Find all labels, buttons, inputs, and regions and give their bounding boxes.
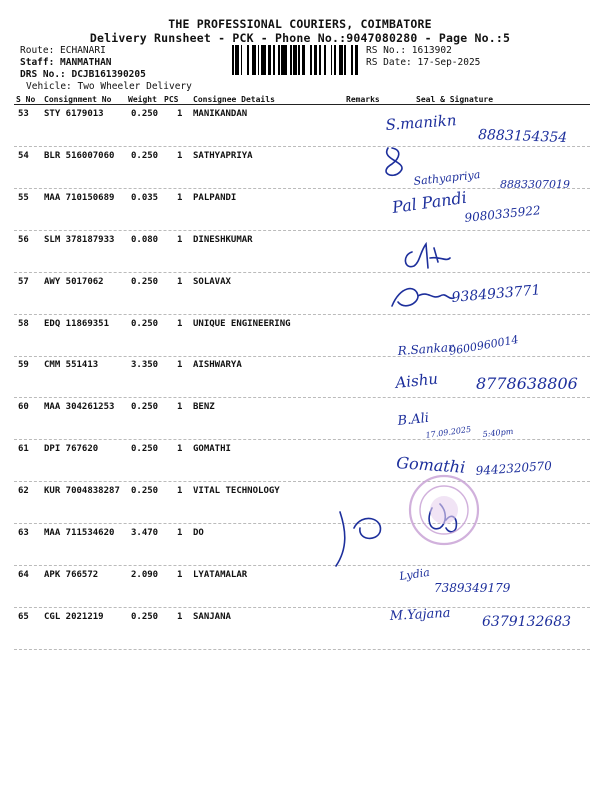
cell-weight: 0.250 xyxy=(131,109,159,119)
table-row xyxy=(14,566,590,608)
phone-54: 8883307019 xyxy=(500,178,570,191)
signature-65: M.Yajana xyxy=(389,605,451,624)
cell-weight: 0.250 xyxy=(131,150,159,161)
cell-consignment: MAA 711534620 xyxy=(44,528,115,538)
rs-number: RS No.: 1613902 xyxy=(366,45,452,56)
signature-53: S.manikn xyxy=(385,111,457,134)
table-row xyxy=(14,147,590,189)
cell-sno: 56 xyxy=(18,234,29,245)
phone-53: 8883154354 xyxy=(477,127,568,147)
cell-pcs: 1 xyxy=(177,486,183,497)
cell-weight: 0.250 xyxy=(131,276,159,287)
cell-consignee: GOMATHI xyxy=(193,444,231,455)
cell-weight: 0.250 xyxy=(131,611,159,622)
time-60: 5:40pm xyxy=(482,426,514,439)
cell-consignment: STY 6179013 xyxy=(44,109,104,119)
cell-pcs: 1 xyxy=(177,402,183,413)
signature-54: Sathyapriya xyxy=(412,168,481,188)
table-row xyxy=(14,231,590,273)
cell-consignment: BLR 516007060 xyxy=(44,150,115,161)
cell-sno: 57 xyxy=(18,276,29,287)
rs-date: RS Date: 17-Sep-2025 xyxy=(366,57,481,68)
cell-sno: 64 xyxy=(18,569,29,580)
cell-pcs: 1 xyxy=(177,528,183,538)
cell-weight: 0.035 xyxy=(131,192,159,203)
cell-weight: 0.250 xyxy=(131,444,159,455)
runsheet-subtitle: Delivery Runsheet - PCK - Phone No.:9047080280 - Page No.:5 xyxy=(89,31,511,45)
col-header-consignee: Consignee Details xyxy=(193,95,275,104)
cell-pcs: 1 xyxy=(177,569,183,580)
cell-consignment: CMM 551413 xyxy=(44,360,99,371)
drs-value: DCJB161390205 xyxy=(71,69,146,80)
cell-consignee: SANJANA xyxy=(193,611,231,622)
cell-pcs: 1 xyxy=(177,318,183,329)
col-header-consignment: Consignment No xyxy=(44,95,112,104)
cell-consignee: SOLAVAX xyxy=(193,276,231,287)
cell-weight: 2.090 xyxy=(131,569,159,580)
signature-64: Lydia xyxy=(398,565,431,583)
col-header-pcs: PCS xyxy=(164,95,179,104)
cell-sno: 63 xyxy=(18,528,29,538)
col-header-remarks: Remarks xyxy=(346,95,380,104)
cell-consignee: DO xyxy=(193,528,204,538)
table-row xyxy=(14,273,590,315)
cell-pcs: 1 xyxy=(177,360,183,371)
signature-60: B.Ali xyxy=(396,410,430,429)
drs-label xyxy=(20,69,146,81)
cell-sno: 60 xyxy=(18,402,29,413)
cell-weight: 3.350 xyxy=(131,360,159,371)
cell-weight: 3.470 xyxy=(131,528,159,538)
table-row xyxy=(14,105,590,147)
cell-sno: 61 xyxy=(18,444,29,455)
signature-58: R.Sankar xyxy=(397,340,455,358)
cell-consignment: DPI 767620 xyxy=(44,444,99,455)
signature-59: Aishu xyxy=(394,369,439,392)
cell-consignee: AISHWARYA xyxy=(193,360,242,371)
vehicle-label: Vehicle: Two Wheeler Delivery xyxy=(26,81,192,92)
cell-pcs: 1 xyxy=(177,150,183,161)
signature-55: Pal Pandi xyxy=(390,187,468,217)
cell-consignment: AWY 5017062 xyxy=(44,276,104,287)
cell-sno: 58 xyxy=(18,318,29,329)
cell-sno: 53 xyxy=(18,109,29,119)
col-header-sno: S No xyxy=(16,95,36,104)
staff-value: MANMATHAN xyxy=(60,57,112,68)
cell-sno: 65 xyxy=(18,611,29,622)
cell-pcs: 1 xyxy=(177,444,183,455)
cell-weight: 0.250 xyxy=(131,402,159,413)
table-row xyxy=(14,315,590,357)
cell-consignment: MAA 710150689 xyxy=(44,192,115,203)
table-row xyxy=(14,440,590,482)
table-row xyxy=(14,356,590,398)
cell-sno: 55 xyxy=(18,192,29,203)
phone-58: 9600960014 xyxy=(448,332,520,358)
phone-65: 6379132683 xyxy=(482,614,572,630)
phone-64: 7389349179 xyxy=(434,581,511,595)
row-separator xyxy=(14,649,590,650)
cell-consignee: BENZ xyxy=(193,402,215,413)
drs-prefix: DRS No.: xyxy=(20,69,72,80)
cell-pcs: 1 xyxy=(177,234,183,245)
cell-consignee: LYATAMALAR xyxy=(193,569,248,580)
cell-consignment: APK 766572 xyxy=(44,569,99,580)
cell-consignee: PALPANDI xyxy=(193,192,237,203)
cell-sno: 59 xyxy=(18,360,29,371)
cell-pcs: 1 xyxy=(177,611,183,622)
staff-prefix: Staff: xyxy=(20,57,61,68)
cell-consignee: SATHYAPRIYA xyxy=(193,150,253,161)
cell-pcs: 1 xyxy=(177,276,183,287)
cell-consignee: DINESHKUMAR xyxy=(193,234,253,245)
table-row xyxy=(14,398,590,440)
staff-label xyxy=(20,57,112,69)
col-header-weight: Weight xyxy=(128,95,157,104)
table-row xyxy=(14,189,590,231)
phone-61: 9442320570 xyxy=(475,458,553,478)
cell-consignment: CGL 2021219 xyxy=(44,611,104,622)
cell-consignment: EDQ 11869351 xyxy=(44,318,110,329)
phone-55: 9080335922 xyxy=(463,203,542,225)
cell-consignment: MAA 304261253 xyxy=(44,402,115,413)
cell-consignment: SLM 378187933 xyxy=(44,234,115,245)
cell-pcs: 1 xyxy=(177,192,183,203)
barcode-bar xyxy=(358,45,360,75)
date-60: 17.09.2025 xyxy=(425,424,472,440)
company-title: THE PROFESSIONAL COURIERS, COIMBATORE xyxy=(168,17,432,31)
cell-weight: 0.080 xyxy=(131,234,159,245)
cell-pcs: 1 xyxy=(177,109,183,119)
col-header-seal: Seal & Signature xyxy=(416,95,494,104)
cell-weight: 0.250 xyxy=(131,486,159,497)
cell-sno: 62 xyxy=(18,486,29,497)
table-row xyxy=(14,482,590,524)
cell-consignee: VITAL TECHNOLOGY xyxy=(193,486,280,497)
phone-57: 9384933771 xyxy=(450,282,542,306)
cell-sno: 54 xyxy=(18,150,29,161)
table-row xyxy=(14,524,590,566)
phone-59: 8778638806 xyxy=(476,374,578,393)
cell-consignment: KUR 7004838287 xyxy=(44,486,120,497)
cell-consignee: MANIKANDAN xyxy=(193,109,248,119)
barcode xyxy=(232,45,360,75)
route-label: Route: ECHANARI xyxy=(20,45,106,56)
cell-consignee: UNIQUE ENGINEERING xyxy=(193,318,291,329)
signature-61: Gomathi xyxy=(395,453,466,477)
cell-weight: 0.250 xyxy=(131,318,159,329)
table-row xyxy=(14,605,590,650)
